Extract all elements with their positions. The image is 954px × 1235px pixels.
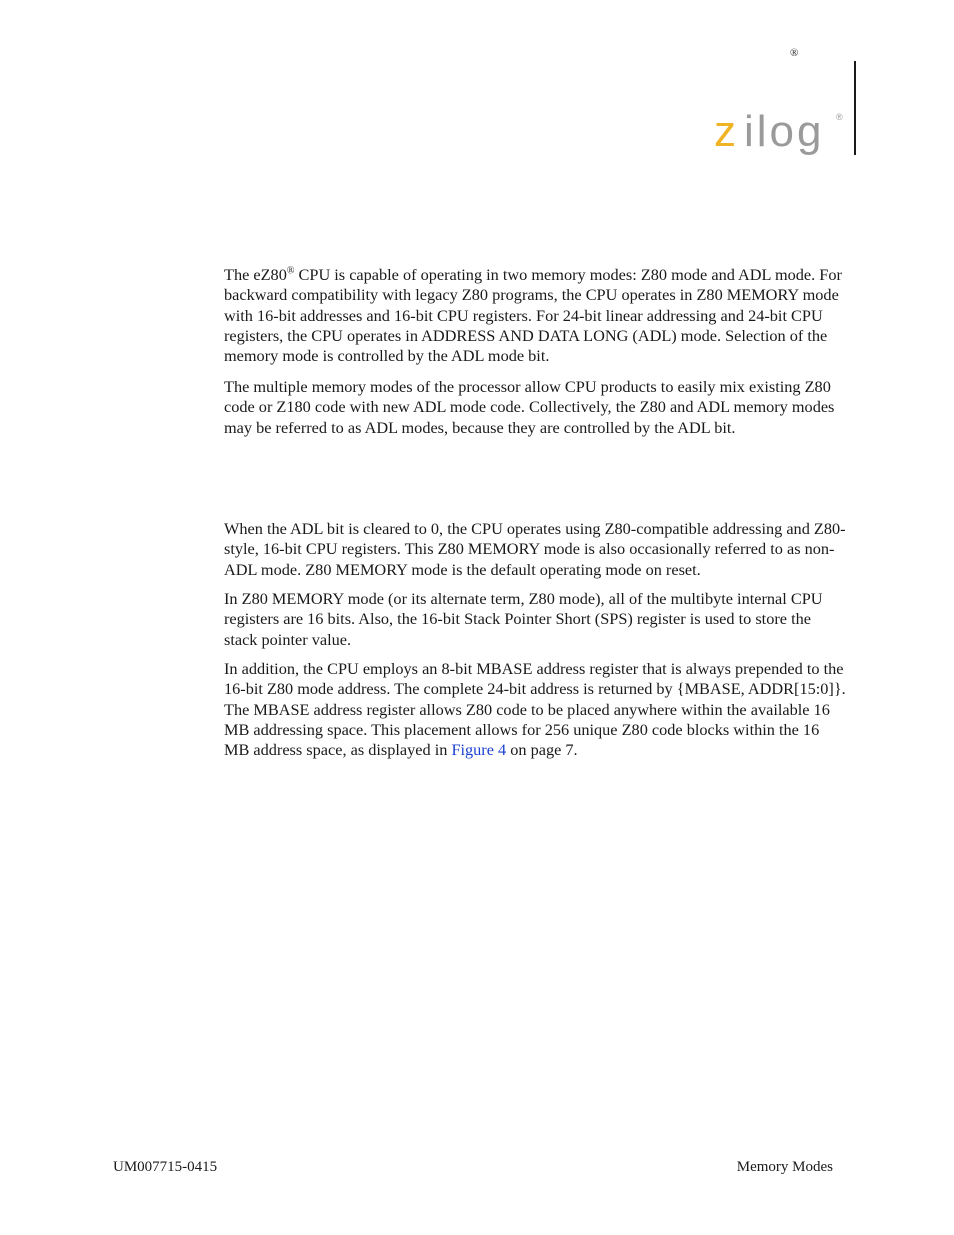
p3-text: When the ADL bit is cleared to 0, the CPU operates using Z80-compatible addressing and Z80-style, 16-bit CPU registers. This Z80 MEMORY mode is also occasionally referred to as non-ADL mode. Z80 MEMORY mode is the default operating mode on reset. bbox=[224, 519, 846, 579]
p1-text-end: CPU is capable of operating in two memory modes: Z80 mode and ADL mode. For backward compatibility with legacy Z80 programs, the CPU operates in Z80 MEMORY mode with 16-bit addresses and 16-bit CPU registers. For 24-bit linear addressing and 24-bit CPU registers, the CPU operates in ADDRESS AND DATA LONG (ADL) mode. Selection of the memory mode is controlled by the ADL mode bit. bbox=[224, 265, 842, 366]
paragraph-adl-cleared bbox=[224, 519, 846, 580]
p5-text-start: In addition, the CPU employs an 8-bit MBASE address register that is always prepended to the 16-bit Z80 mode address. The complete 24-bit address is returned by {MBASE, ADDR[15:0]}. The MBASE address register allows Z80 code to be placed anywhere within the available 16 MB addressing space. This placement allows for 256 unique Z80 code blocks within the 16 MB address space, as displayed in bbox=[224, 659, 846, 760]
p4-text: In Z80 MEMORY mode (or its alternate term, Z80 mode), all of the multibyte internal CPU registers are 16 bits. Also, the 16-bit Stack Pointer Short (SPS) register is used to store the stack pointer value. bbox=[224, 589, 823, 649]
header-rule bbox=[854, 61, 856, 155]
p2-text: The multiple memory modes of the processor allow CPU products to easily mix existing Z80 code or Z180 code with new ADL mode code. Collectively, the Z80 and ADL memory modes may be referred to as ADL modes, because they are controlled by the ADL bit. bbox=[224, 377, 835, 437]
logo-ilog: ilog bbox=[744, 107, 825, 156]
paragraph-memory-modes-intro bbox=[224, 265, 846, 366]
paragraph-mixed-modes bbox=[224, 377, 846, 438]
paragraph-mbase-register bbox=[224, 659, 846, 760]
p5-text-end: on page 7. bbox=[506, 740, 578, 760]
p1-text-start: The eZ80 bbox=[224, 265, 287, 284]
p1-registered-mark: ® bbox=[286, 265, 295, 277]
figure-4-link[interactable]: Figure 4 bbox=[451, 740, 507, 760]
footer-doc-id: UM007715-0415 bbox=[113, 1159, 218, 1175]
logo-z: z bbox=[714, 107, 736, 156]
registered-mark: ® bbox=[790, 47, 799, 59]
logo-registered-mark: ® bbox=[836, 112, 843, 122]
zilog-logo bbox=[712, 96, 852, 162]
paragraph-z80-memory-registers bbox=[224, 589, 846, 650]
footer-section-title: Memory Modes bbox=[736, 1159, 833, 1175]
